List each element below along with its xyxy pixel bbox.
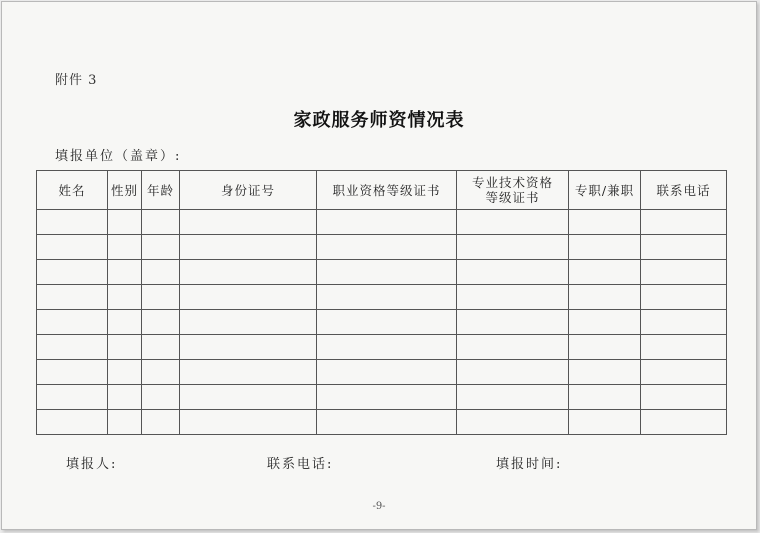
- table-cell[interactable]: [37, 235, 108, 260]
- table-cell[interactable]: [180, 410, 317, 435]
- table-cell[interactable]: [180, 310, 317, 335]
- table-cell[interactable]: [317, 385, 457, 410]
- table-cell[interactable]: [108, 360, 142, 385]
- table-cell[interactable]: [37, 285, 108, 310]
- table-cell[interactable]: [37, 410, 108, 435]
- table-cell[interactable]: [37, 360, 108, 385]
- table-cell[interactable]: [142, 210, 180, 235]
- table-cell[interactable]: [641, 385, 727, 410]
- table-cell[interactable]: [457, 285, 569, 310]
- table-cell[interactable]: [108, 285, 142, 310]
- table-cell[interactable]: [641, 285, 727, 310]
- table-row: [37, 210, 727, 235]
- header-gender: 性别: [108, 171, 142, 210]
- table-cell[interactable]: [457, 360, 569, 385]
- table-cell[interactable]: [180, 335, 317, 360]
- table-row: [37, 285, 727, 310]
- table-cell[interactable]: [37, 385, 108, 410]
- header-id-number: 身份证号: [180, 171, 317, 210]
- table-cell[interactable]: [37, 335, 108, 360]
- table-cell[interactable]: [37, 210, 108, 235]
- table-cell[interactable]: [569, 235, 641, 260]
- filler-label: 填报人:: [66, 457, 118, 472]
- table-cell[interactable]: [569, 385, 641, 410]
- table-row: [37, 410, 727, 435]
- header-professional-tech-line2: 等级证书: [485, 190, 540, 205]
- table-row: [37, 335, 727, 360]
- fill-unit-label: 填报单位（盖章）:: [55, 149, 182, 164]
- table-cell[interactable]: [180, 360, 317, 385]
- table-cell[interactable]: [142, 360, 180, 385]
- table-cell[interactable]: [641, 410, 727, 435]
- table-cell[interactable]: [142, 260, 180, 285]
- document-title: 家政服务师资情况表: [293, 110, 465, 131]
- table-cell[interactable]: [108, 310, 142, 335]
- table-cell[interactable]: [317, 360, 457, 385]
- table-cell[interactable]: [142, 310, 180, 335]
- table-cell[interactable]: [569, 260, 641, 285]
- table-cell[interactable]: [641, 310, 727, 335]
- header-employment-type: 专职/兼职: [569, 171, 641, 210]
- header-contact-phone: 联系电话: [641, 171, 727, 210]
- table-cell[interactable]: [569, 410, 641, 435]
- table-row: [37, 360, 727, 385]
- table-row: [37, 310, 727, 335]
- table-cell[interactable]: [457, 310, 569, 335]
- table-cell[interactable]: [457, 410, 569, 435]
- table-cell[interactable]: [317, 210, 457, 235]
- table-cell[interactable]: [641, 335, 727, 360]
- footer-phone-label: 联系电话:: [267, 457, 334, 472]
- table-header-row: [37, 171, 727, 210]
- table-cell[interactable]: [641, 235, 727, 260]
- table-cell[interactable]: [569, 310, 641, 335]
- table-cell[interactable]: [180, 235, 317, 260]
- table-cell[interactable]: [317, 260, 457, 285]
- table-cell[interactable]: [108, 385, 142, 410]
- header-professional-tech-line1: 专业技术资格: [471, 175, 553, 190]
- table-cell[interactable]: [641, 260, 727, 285]
- table-cell[interactable]: [142, 285, 180, 310]
- table-cell[interactable]: [317, 235, 457, 260]
- table-cell[interactable]: [180, 285, 317, 310]
- table-row: [37, 385, 727, 410]
- table-cell[interactable]: [317, 310, 457, 335]
- header-professional-tech-certificate: [457, 171, 569, 210]
- table-cell[interactable]: [142, 235, 180, 260]
- table-cell[interactable]: [317, 410, 457, 435]
- table-cell[interactable]: [108, 410, 142, 435]
- table-cell[interactable]: [142, 335, 180, 360]
- table-cell[interactable]: [37, 310, 108, 335]
- header-name: 姓名: [37, 171, 108, 210]
- table-cell[interactable]: [457, 335, 569, 360]
- table-cell[interactable]: [457, 235, 569, 260]
- table-cell[interactable]: [108, 235, 142, 260]
- header-age: 年龄: [142, 171, 180, 210]
- table-cell[interactable]: [37, 260, 108, 285]
- table-cell[interactable]: [569, 285, 641, 310]
- table-cell[interactable]: [457, 385, 569, 410]
- attachment-label: 附件 3: [55, 73, 98, 88]
- table-cell[interactable]: [641, 210, 727, 235]
- table-cell[interactable]: [457, 210, 569, 235]
- table-cell[interactable]: [457, 260, 569, 285]
- document-page: [1, 1, 757, 530]
- staff-info-table: [36, 170, 727, 435]
- header-vocational-certificate: 职业资格等级证书: [317, 171, 457, 210]
- table-cell[interactable]: [108, 335, 142, 360]
- table-cell[interactable]: [108, 210, 142, 235]
- table-cell[interactable]: [317, 335, 457, 360]
- table-cell[interactable]: [317, 285, 457, 310]
- table-cell[interactable]: [180, 260, 317, 285]
- table-cell[interactable]: [569, 360, 641, 385]
- table-row: [37, 235, 727, 260]
- table-cell[interactable]: [569, 210, 641, 235]
- table-cell[interactable]: [108, 260, 142, 285]
- fill-time-label: 填报时间:: [496, 457, 563, 472]
- table-cell[interactable]: [180, 210, 317, 235]
- table-cell[interactable]: [142, 385, 180, 410]
- table-cell[interactable]: [569, 335, 641, 360]
- table-row: [37, 260, 727, 285]
- table-cell[interactable]: [641, 360, 727, 385]
- page-number: -9-: [372, 501, 386, 512]
- table-cell[interactable]: [142, 410, 180, 435]
- table-body: [37, 210, 727, 435]
- table-cell[interactable]: [180, 385, 317, 410]
